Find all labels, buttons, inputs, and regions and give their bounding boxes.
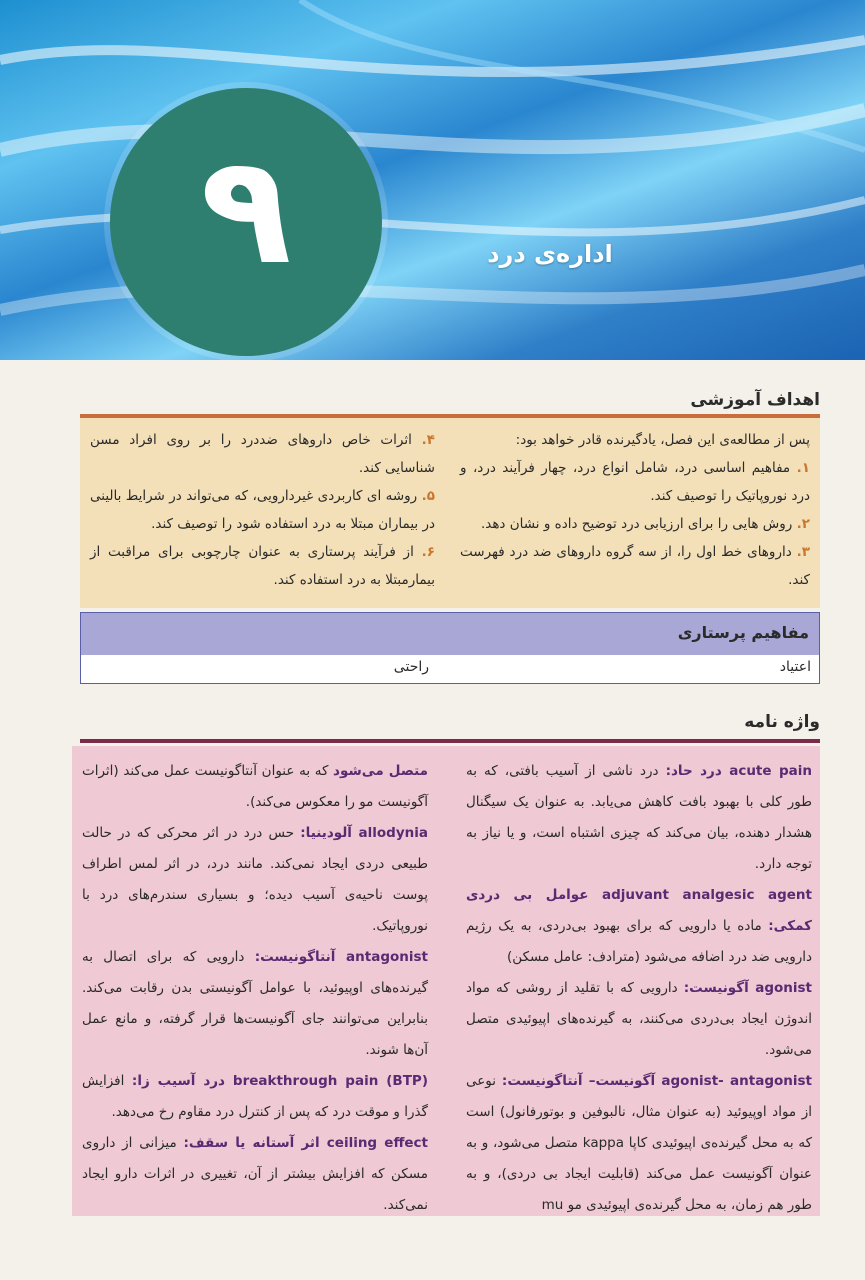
concepts-box xyxy=(80,612,820,684)
objective-item: ۶. از فرآیند پرستاری به عنوان چارچوبی برای مراقبت از بیمارمبتلا به درد استفاده کند. xyxy=(90,544,435,588)
glossary-right-column xyxy=(466,756,812,1221)
objective-item: ۲. روش هایی را برای ارزیابی درد توضیح داده و نشان دهد. xyxy=(480,516,810,532)
glossary-box xyxy=(72,746,820,1216)
glossary-entry: متصل می‌شود که به عنوان آنتاگونیست عمل می‌کند (اثرات آگونیست مو را معکوس می‌کند). xyxy=(82,763,429,810)
glossary-left-column xyxy=(82,756,428,1221)
chapter-number-badge xyxy=(110,88,382,356)
glossary-entry: antagonist آنتاگونیست: دارویی که برای اتصال به گیرنده‌های اوپیوئید، با عوامل آگونیستی بدن رقابت می‌کند. بنابراین می‌توانند جای آگونیست‌ها قرار گرفته، و مانع عمل آن‌ها شوند. xyxy=(82,949,428,1058)
glossary-entry: acute pain درد حاد: درد ناشی از آسیب بافتی، که به طور کلی با بهبود بافت کاهش می‌یابد. به عنوان یک سیگنال هشدار دهنده، بیان می‌کند که چیزی اشتباه است، و یا نیاز به توجه دارد. xyxy=(466,763,812,872)
glossary-entry: adjuvant analgesic agent عوامل بی دردی کمکی: ماده یا دارویی که برای بهبود بی‌دردی، به یک رژیم دارویی ضد درد اضافه می‌شود (مترادف: عامل مسکن) xyxy=(466,887,812,965)
objective-item: ۳. داروهای خط اول را، از سه گروه داروهای ضد درد فهرست کند. xyxy=(460,544,810,588)
glossary-rule xyxy=(80,739,820,743)
objectives-box xyxy=(80,418,820,608)
chapter-title: اداره‌ی درد xyxy=(487,240,613,268)
chapter-banner xyxy=(0,0,865,360)
objective-item: ۵. روشه ای کاربردی غیردارویی، که می‌تواند در شرایط بالینی در بیماران مبتلا به درد استفاده شود را توصیف کند. xyxy=(90,488,435,532)
concept-item: اعتیاد xyxy=(779,659,811,675)
objective-item: ۴. اثرات خاص داروهای ضددرد را بر روی افراد مسن شناسایی کند. xyxy=(90,432,435,476)
objectives-left-column xyxy=(90,426,435,594)
chapter-number: ۹ xyxy=(200,124,292,298)
glossary-heading: واژه نامه xyxy=(744,712,820,732)
objectives-intro: پس از مطالعه‌ی این فصل، یادگیرنده قادر خواهد بود: xyxy=(515,432,810,448)
concept-item: راحتی xyxy=(393,659,429,675)
glossary-entry: ceiling effect اثر آستانه یا سقف: میزانی از داروی مسکن که افزایش بیشتر از آن، تغییری در اثرات دارو ایجاد نمی‌کند. xyxy=(82,1135,428,1213)
glossary-entry: breakthrough pain (BTP) درد آسیب زا: افزایش گذرا و موقت درد که پس از کنترل درد مقاوم رخ می‌دهد. xyxy=(82,1073,428,1120)
concepts-header xyxy=(81,613,819,655)
objectives-heading: اهداف آموزشی xyxy=(690,390,820,410)
objective-item: ۱. مفاهیم اساسی درد، شامل انواع درد، چهار فرآیند درد، و درد نوروپاتیک را توصیف کند. xyxy=(460,460,810,504)
glossary-entry: agonist- antagonist آگونیست– آنتاگونیست: نوعی از مواد اوپیوئید (به عنوان مثال، نالبوفین و بوتورفانول) است که به محل گیرنده‌ی اپیوئیدی کاپا kappa متصل می‌شود، و به عنوان آگونیست عمل می‌کند (قابلیت ایجاد بی دردی)، و به طور هم زمان، به محل گیرنده‌ی اپیوئیدی مو mu xyxy=(466,1073,812,1213)
concepts-heading: مفاهیم پرستاری xyxy=(677,623,809,642)
glossary-entry: agonist آگونیست: دارویی که با تقلید از روشی که مواد اندوژن ایجاد بی‌دردی می‌کنند، به گیرنده‌های اپیوئیدی متصل می‌شود. xyxy=(466,980,812,1058)
glossary-entry: allodynia آلودینیا: حس درد در اثر محرکی که در حالت طبیعی دردی ایجاد نمی‌کند. مانند درد، در اثر لمس اطراف پوست ناحیه‌ی آسیب دیده؛ و بسیاری سندرم‌های درد با نوروپاتیک. xyxy=(82,825,428,934)
objectives-right-column xyxy=(460,426,810,594)
